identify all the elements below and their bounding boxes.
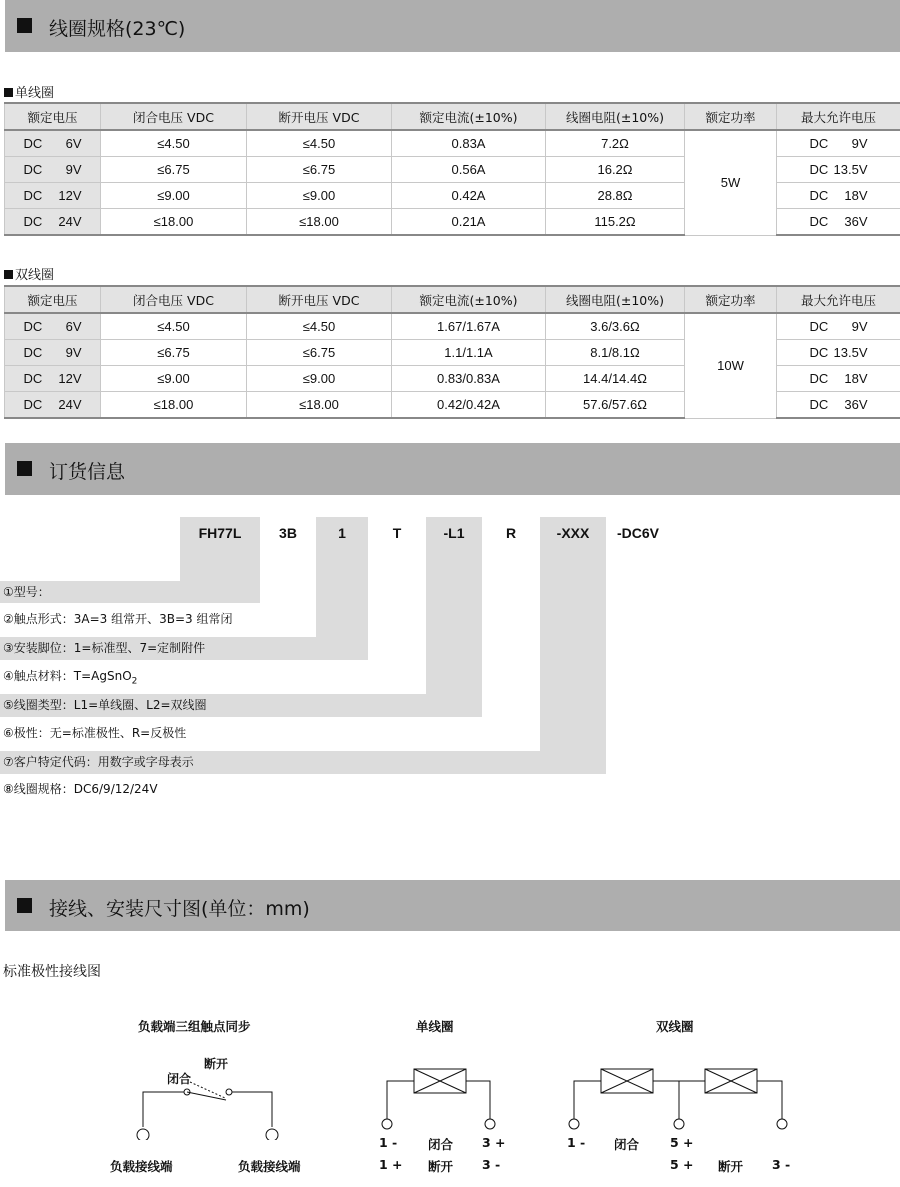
table-row bbox=[5, 313, 900, 340]
desc-contact-form: ②触点形式：3A=3 组常开、3B=3 组常闭 bbox=[3, 612, 233, 626]
pin-1-circle bbox=[382, 1119, 392, 1129]
column-header: 额定电流(±10%) bbox=[392, 286, 546, 313]
single-pin-1: 1 - bbox=[379, 1135, 398, 1150]
rated-voltage bbox=[24, 188, 82, 203]
section-header-wiring bbox=[5, 880, 900, 931]
load-terminal-right: 负载接线端 bbox=[238, 1159, 301, 1174]
rated-voltage bbox=[24, 345, 82, 360]
rated-current: 0.42A bbox=[392, 183, 546, 209]
voltage-value: 36V bbox=[844, 214, 868, 229]
voltage-value: 9V bbox=[851, 319, 868, 334]
close-voltage: ≤6.75 bbox=[101, 157, 247, 183]
max-voltage-cell bbox=[777, 183, 900, 209]
rated-voltage-cell bbox=[5, 392, 101, 419]
single-mode-open: 断开 bbox=[428, 1159, 454, 1174]
max-voltage bbox=[810, 345, 868, 360]
square-bullet-icon bbox=[4, 88, 13, 97]
code-connector-7 bbox=[540, 517, 606, 774]
dc-label: DC bbox=[23, 319, 43, 334]
rated-voltage-cell bbox=[5, 183, 101, 209]
coil-resistance: 14.4/14.4Ω bbox=[546, 366, 685, 392]
column-header: 额定功率 bbox=[685, 286, 777, 313]
open-voltage: ≤9.00 bbox=[247, 183, 392, 209]
double-mode-close: 闭合 bbox=[614, 1137, 640, 1152]
contact-open-dash bbox=[190, 1082, 225, 1098]
section-header-coil-spec bbox=[5, 0, 900, 52]
load-open-label: 断开 bbox=[204, 1057, 229, 1071]
open-voltage: ≤4.50 bbox=[247, 313, 392, 340]
load-terminal-right-circle bbox=[266, 1129, 278, 1140]
max-voltage bbox=[810, 214, 868, 229]
single-pin-3: 3 - bbox=[482, 1157, 501, 1172]
rated-voltage bbox=[24, 397, 82, 412]
column-header: 闭合电压 VDC bbox=[101, 103, 247, 130]
max-voltage bbox=[810, 397, 868, 412]
pin-5-circle bbox=[674, 1119, 684, 1129]
close-voltage: ≤4.50 bbox=[101, 313, 247, 340]
dc-label: DC bbox=[23, 136, 43, 151]
rated-current: 1.67/1.67A bbox=[392, 313, 546, 340]
max-voltage-cell bbox=[777, 157, 900, 183]
double-pin-3: 3 - bbox=[772, 1157, 791, 1172]
rated-voltage-cell bbox=[5, 313, 101, 340]
rated-voltage bbox=[24, 371, 82, 386]
dc-label: DC bbox=[809, 188, 829, 203]
table-row bbox=[5, 130, 900, 157]
open-voltage: ≤18.00 bbox=[247, 392, 392, 419]
section-title: 接线、安装尺寸图(单位：mm) bbox=[49, 898, 310, 920]
column-header: 断开电压 VDC bbox=[247, 103, 392, 130]
voltage-value: 18V bbox=[844, 188, 868, 203]
max-voltage bbox=[810, 188, 868, 203]
max-voltage bbox=[810, 371, 868, 386]
section-square-icon bbox=[17, 898, 32, 913]
desc-coil-type: ⑤线圈类型：L1=单线圈、L2=双线圈 bbox=[3, 698, 207, 712]
load-terminal-left-circle bbox=[137, 1129, 149, 1140]
double-coil-body bbox=[5, 286, 900, 418]
rated-voltage bbox=[24, 136, 82, 151]
column-header: 额定电压 bbox=[5, 286, 101, 313]
max-voltage bbox=[810, 162, 868, 177]
dc-label: DC bbox=[23, 188, 43, 203]
voltage-value: 13.5V bbox=[833, 345, 868, 360]
load-terminal-left: 负载接线端 bbox=[110, 1159, 173, 1174]
rated-current: 0.56A bbox=[392, 157, 546, 183]
section-header-ordering bbox=[5, 443, 900, 495]
load-wire-right bbox=[232, 1092, 272, 1127]
column-header: 闭合电压 VDC bbox=[101, 286, 247, 313]
column-header: 额定电流(±10%) bbox=[392, 103, 546, 130]
voltage-value: 36V bbox=[844, 397, 868, 412]
desc-mount: ③安装脚位：1=标准型、7=定制附件 bbox=[3, 641, 206, 655]
dc-label: DC bbox=[809, 371, 829, 386]
open-voltage: ≤6.75 bbox=[247, 157, 392, 183]
column-header: 最大允许电压 bbox=[777, 286, 900, 313]
coil-resistance: 8.1/8.1Ω bbox=[546, 340, 685, 366]
max-voltage-cell bbox=[777, 340, 900, 366]
code-customer: -XXX bbox=[556, 525, 590, 541]
column-header: 线圈电阻(±10%) bbox=[546, 286, 685, 313]
dc-label: DC bbox=[809, 397, 829, 412]
rated-current: 0.42/0.42A bbox=[392, 392, 546, 419]
close-voltage: ≤6.75 bbox=[101, 340, 247, 366]
rated-current: 0.21A bbox=[392, 209, 546, 236]
voltage-value: 18V bbox=[844, 371, 868, 386]
max-voltage-cell bbox=[777, 313, 900, 340]
voltage-value: 9V bbox=[851, 136, 868, 151]
dc-label: DC bbox=[809, 162, 829, 177]
code-model: FH77L bbox=[198, 525, 242, 541]
double-pin-5: 5 + bbox=[670, 1157, 694, 1172]
voltage-value: 24V bbox=[58, 214, 82, 229]
desc-polarity: ⑥极性：无=标准极性、R=反极性 bbox=[3, 726, 187, 740]
voltage-value: 12V bbox=[58, 371, 82, 386]
subscript-2: 2 bbox=[131, 676, 138, 687]
max-voltage bbox=[810, 319, 868, 334]
close-voltage: ≤4.50 bbox=[101, 130, 247, 157]
dc-label: DC bbox=[809, 214, 829, 229]
dc-label: DC bbox=[23, 214, 43, 229]
open-voltage: ≤6.75 bbox=[247, 340, 392, 366]
dc-label: DC bbox=[809, 136, 829, 151]
column-header: 最大允许电压 bbox=[777, 103, 900, 130]
voltage-value: 6V bbox=[65, 136, 82, 151]
dc-label: DC bbox=[23, 397, 43, 412]
double-coil-diagram bbox=[569, 1069, 787, 1129]
double-pin-1: 1 - bbox=[567, 1135, 586, 1150]
dc-label: DC bbox=[809, 345, 829, 360]
section-title: 线圈规格(23℃) bbox=[49, 18, 186, 40]
close-voltage: ≤9.00 bbox=[101, 366, 247, 392]
coil-wire-right bbox=[466, 1081, 490, 1119]
dc-label: DC bbox=[23, 162, 43, 177]
pin-3-circle bbox=[777, 1119, 787, 1129]
voltage-value: 24V bbox=[58, 397, 82, 412]
column-header: 线圈电阻(±10%) bbox=[546, 103, 685, 130]
open-voltage: ≤9.00 bbox=[247, 366, 392, 392]
voltage-value: 13.5V bbox=[833, 162, 868, 177]
desc-customer: ⑦客户特定代码：用数字或字母表示 bbox=[3, 755, 194, 769]
code-material: T bbox=[392, 525, 402, 541]
rated-power: 5W bbox=[685, 130, 777, 235]
open-voltage: ≤4.50 bbox=[247, 130, 392, 157]
coil-wire-left bbox=[387, 1081, 414, 1119]
rated-voltage-cell bbox=[5, 209, 101, 236]
rated-voltage-cell bbox=[5, 340, 101, 366]
table-header-row bbox=[5, 286, 900, 313]
rated-voltage bbox=[24, 214, 82, 229]
column-header: 断开电压 VDC bbox=[247, 286, 392, 313]
rated-voltage bbox=[24, 162, 82, 177]
coil-resistance: 115.2Ω bbox=[546, 209, 685, 236]
load-diagram-title: 负载端三组触点同步 bbox=[138, 1019, 251, 1034]
wiring-diagrams bbox=[0, 1030, 900, 1140]
double-pin-5: 5 + bbox=[670, 1135, 694, 1150]
double-diagram-title: 双线圈 bbox=[656, 1019, 694, 1034]
rated-voltage-cell bbox=[5, 157, 101, 183]
coil-resistance: 28.8Ω bbox=[546, 183, 685, 209]
max-voltage-cell bbox=[777, 130, 900, 157]
single-coil-label: 单线圈 bbox=[4, 82, 54, 101]
load-contact-diagram bbox=[137, 1082, 278, 1140]
load-wire-left bbox=[143, 1092, 184, 1127]
desc-coil-spec: ⑧线圈规格：DC6/9/12/24V bbox=[3, 782, 158, 796]
table-header-row bbox=[5, 103, 900, 130]
double-mode-open: 断开 bbox=[718, 1159, 744, 1174]
max-voltage-cell bbox=[777, 209, 900, 236]
wiring-subtitle: 标准极性接线图 bbox=[3, 964, 101, 980]
desc-material: ④触点材料：T=AgSnO$_2$ bbox=[3, 669, 138, 687]
code-mount: 1 bbox=[338, 525, 346, 541]
load-close-label: 闭合 bbox=[167, 1072, 192, 1086]
rated-voltage-cell bbox=[5, 130, 101, 157]
voltage-value: 12V bbox=[58, 188, 82, 203]
max-voltage bbox=[810, 136, 868, 151]
voltage-value: 6V bbox=[65, 319, 82, 334]
rated-current: 0.83A bbox=[392, 130, 546, 157]
close-voltage: ≤18.00 bbox=[101, 392, 247, 419]
rated-voltage bbox=[24, 319, 82, 334]
dc-label: DC bbox=[23, 345, 43, 360]
coil-resistance: 7.2Ω bbox=[546, 130, 685, 157]
double-coil-table bbox=[4, 285, 900, 419]
single-pin-3: 3 + bbox=[482, 1135, 506, 1150]
section-title: 订货信息 bbox=[49, 461, 126, 483]
double-coil-label: 双线圈 bbox=[4, 264, 54, 283]
pin-1-circle bbox=[569, 1119, 579, 1129]
close-voltage: ≤18.00 bbox=[101, 209, 247, 236]
voltage-value: 9V bbox=[65, 345, 82, 360]
max-voltage-cell bbox=[777, 366, 900, 392]
single-coil-diagram bbox=[382, 1069, 495, 1129]
single-coil-table bbox=[4, 102, 900, 236]
contact-point-right bbox=[226, 1089, 232, 1095]
single-diagram-title: 单线圈 bbox=[416, 1019, 454, 1034]
pin-3-circle bbox=[485, 1119, 495, 1129]
code-coil-type: -L1 bbox=[443, 525, 465, 541]
rated-power: 10W bbox=[685, 313, 777, 418]
column-header: 额定电压 bbox=[5, 103, 101, 130]
desc-model: ①型号： bbox=[3, 585, 50, 599]
rated-current: 0.83/0.83A bbox=[392, 366, 546, 392]
code-contact-form: 3B bbox=[279, 525, 297, 541]
coil-resistance: 3.6/3.6Ω bbox=[546, 313, 685, 340]
coil-resistance: 16.2Ω bbox=[546, 157, 685, 183]
column-header: 额定功率 bbox=[685, 103, 777, 130]
section-square-icon bbox=[17, 461, 32, 476]
single-coil-body bbox=[5, 103, 900, 235]
dc-label: DC bbox=[809, 319, 829, 334]
open-voltage: ≤18.00 bbox=[247, 209, 392, 236]
coil-wire-right bbox=[757, 1081, 782, 1119]
rated-voltage-cell bbox=[5, 366, 101, 392]
dc-label: DC bbox=[23, 371, 43, 386]
code-coil-spec: -DC6V bbox=[616, 525, 659, 541]
voltage-value: 9V bbox=[65, 162, 82, 177]
close-voltage: ≤9.00 bbox=[101, 183, 247, 209]
square-bullet-icon bbox=[4, 270, 13, 279]
rated-current: 1.1/1.1A bbox=[392, 340, 546, 366]
max-voltage-cell bbox=[777, 392, 900, 419]
single-pin-1: 1 + bbox=[379, 1157, 403, 1172]
coil-wire-left bbox=[574, 1081, 601, 1119]
section-square-icon bbox=[17, 18, 32, 33]
single-mode-close: 闭合 bbox=[428, 1137, 454, 1152]
coil-resistance: 57.6/57.6Ω bbox=[546, 392, 685, 419]
code-polarity: R bbox=[505, 525, 517, 541]
